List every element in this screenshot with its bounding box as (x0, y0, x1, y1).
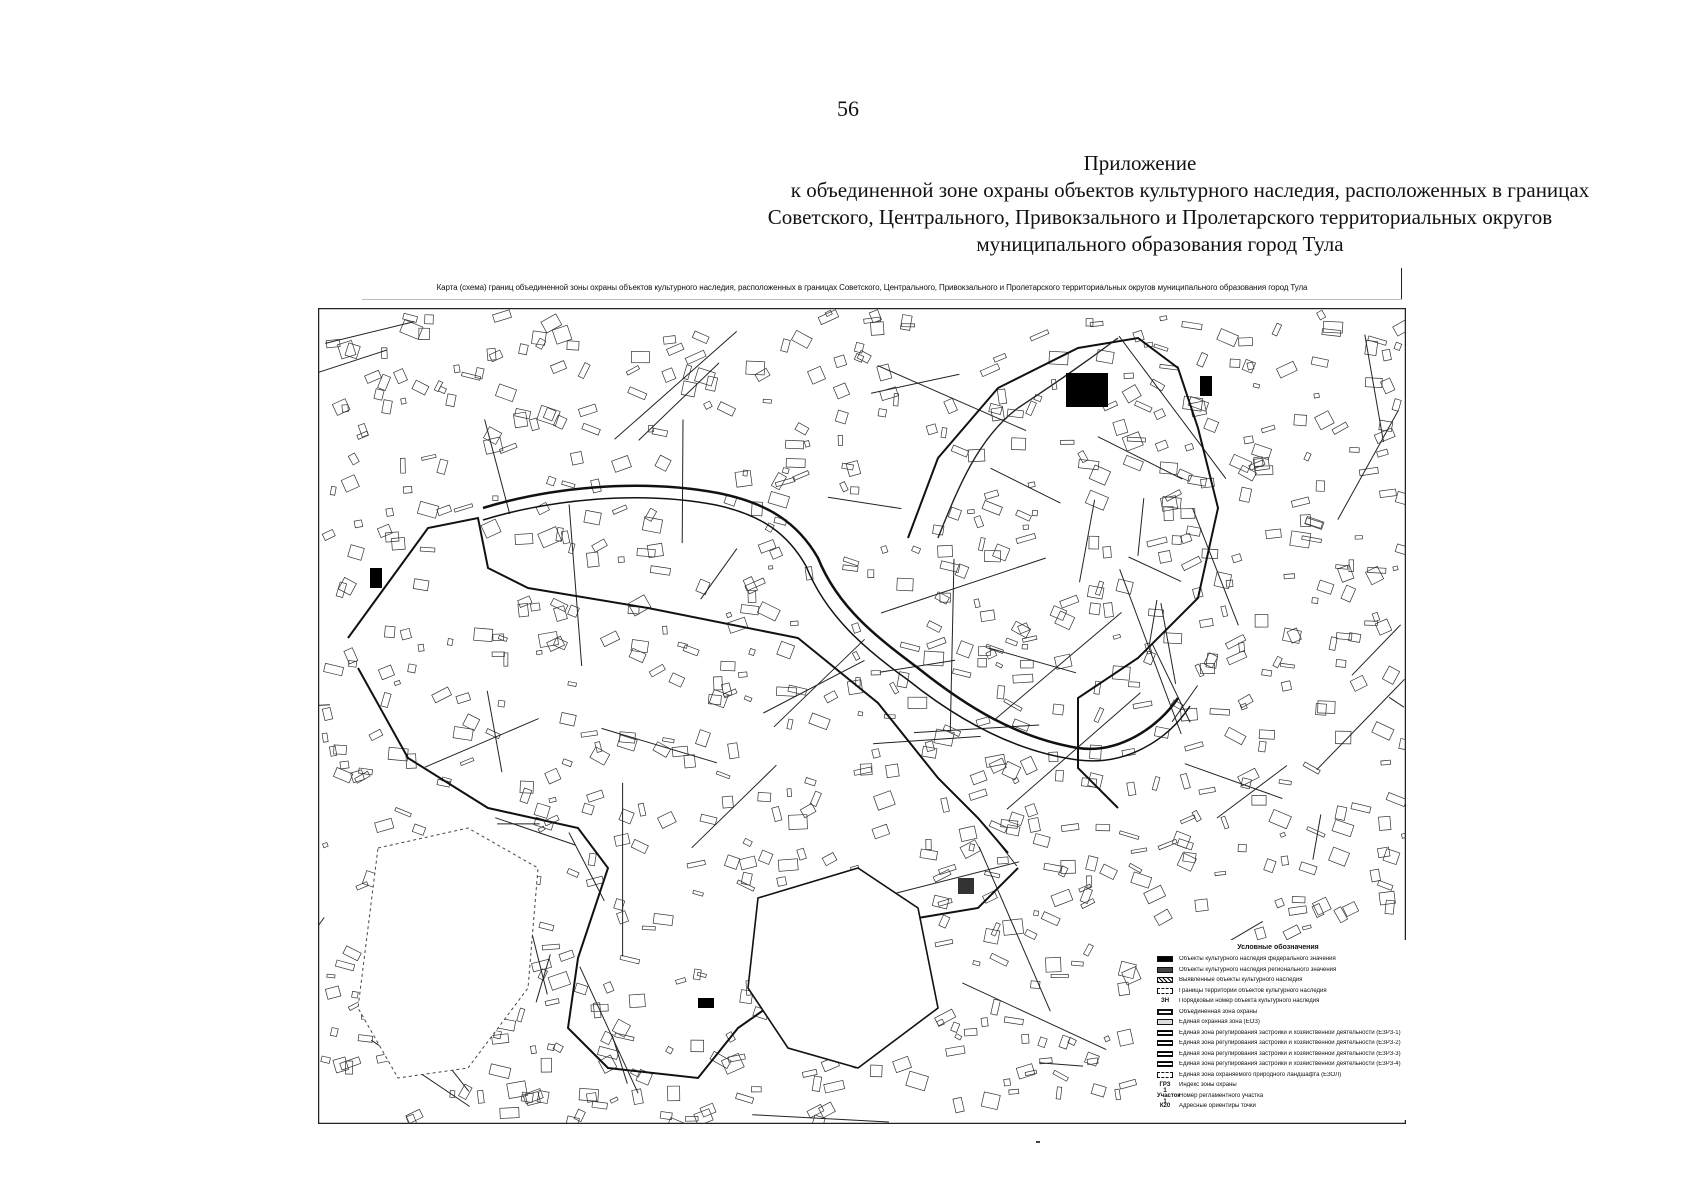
caption-divider (362, 299, 1402, 300)
legend-label: Объекты культурного наследия регионального значения (1179, 966, 1337, 973)
legend-label: Объекты культурного наследия федерального значения (1179, 956, 1336, 963)
heritage-object-south (698, 998, 714, 1008)
appendix-heading (600, 150, 1600, 258)
legend-swatch (1157, 977, 1173, 983)
legend-item (1147, 996, 1409, 1007)
heritage-object-ne (1200, 376, 1212, 396)
legend-label: Единая зона охраняемого природного ландшафта (ЕЗОЛ) (1179, 1071, 1342, 1078)
legend-item (1147, 965, 1409, 976)
legend-item (1147, 1070, 1409, 1081)
legend-swatch: К20 (1159, 1103, 1171, 1110)
legend-label: Выявленные объекты культурного наследия (1179, 977, 1303, 984)
legend-label: Объединенная зона охраны (1179, 1008, 1258, 1015)
legend-item (1147, 1091, 1409, 1105)
legend-label: Единая зона регулирования застройки и хозяйственной деятельности (ЕЗРЗ-3) (1179, 1050, 1401, 1057)
map-caption: Карта (схема) границ объединенной зоны охраны объектов культурного наследия, расположенных в границах Советского, Центрального, Привокзального и Пролетарского территориальных округов муниципального образования город Тула (436, 283, 1308, 292)
legend-item (1147, 1007, 1409, 1018)
page-number: 56 (837, 96, 859, 121)
appendix-line-1: к объединенной зоне охраны объектов культурного наследия, расположенных в границах (790, 178, 1590, 202)
legend-swatch (1157, 1040, 1173, 1046)
legend-swatch (1157, 1051, 1173, 1057)
legend-label: Единая охранная зона (ЕОЗ) (1179, 1019, 1260, 1026)
legend-label: Порядковый номер объекта культурного наследия (1179, 998, 1320, 1005)
legend-swatch: ЗН (1160, 998, 1170, 1005)
legend-label: Единая зона регулирования застройки и хозяйственной деятельности (ЕЗРЗ-2) (1179, 1040, 1401, 1047)
legend-label: Номер регламентного участка (1179, 1092, 1264, 1099)
margin-rule (1401, 268, 1402, 300)
legend-title: Условные обозначения (1237, 944, 1319, 951)
legend-item (1147, 986, 1409, 997)
legend-swatch: Участок 1 (1157, 1092, 1181, 1105)
appendix-line-3: муниципального образования город Тула (976, 232, 1344, 256)
heritage-object-east (958, 878, 974, 894)
legend-swatch (1157, 1019, 1173, 1025)
legend-item (1147, 1028, 1409, 1039)
legend-item (1147, 1017, 1409, 1028)
legend-item (1147, 954, 1409, 965)
heritage-object-west (370, 568, 382, 588)
legend-item (1147, 1080, 1409, 1095)
legend-label: Единая зона регулирования застройки и хозяйственной деятельности (ЕЗРЗ-4) (1179, 1061, 1401, 1068)
heritage-object-major (1066, 373, 1108, 407)
map-legend (1147, 940, 1409, 1120)
legend-swatch (1157, 1061, 1173, 1067)
legend-item (1147, 1059, 1409, 1070)
legend-swatch (1157, 1009, 1173, 1015)
legend-swatch (1157, 988, 1173, 994)
legend-swatch (1157, 1072, 1173, 1078)
appendix-line-2: Советского, Центрального, Привокзального и Пролетарского территориальных округов (767, 205, 1553, 229)
legend-label: Единая зона регулирования застройки и хозяйственной деятельности (ЕЗРЗ-1) (1179, 1029, 1401, 1036)
appendix-title: Приложение (1083, 151, 1197, 175)
legend-swatch (1157, 1030, 1173, 1036)
legend-item (1147, 1049, 1409, 1060)
legend-swatch: ГРЗ 1 (1159, 1082, 1171, 1095)
legend-item (1147, 975, 1409, 986)
legend-list (1147, 954, 1409, 1112)
legend-item (1147, 1038, 1409, 1049)
legend-label: Адресные ориентиры точки (1179, 1103, 1256, 1110)
legend-swatch (1157, 967, 1173, 973)
legend-label: Индекс зоны охраны (1179, 1082, 1237, 1089)
legend-item (1147, 1101, 1409, 1112)
legend-swatch (1157, 956, 1173, 962)
legend-label: Границы территорий объектов культурного наследия (1179, 987, 1327, 994)
scan-mark (1036, 1141, 1040, 1143)
